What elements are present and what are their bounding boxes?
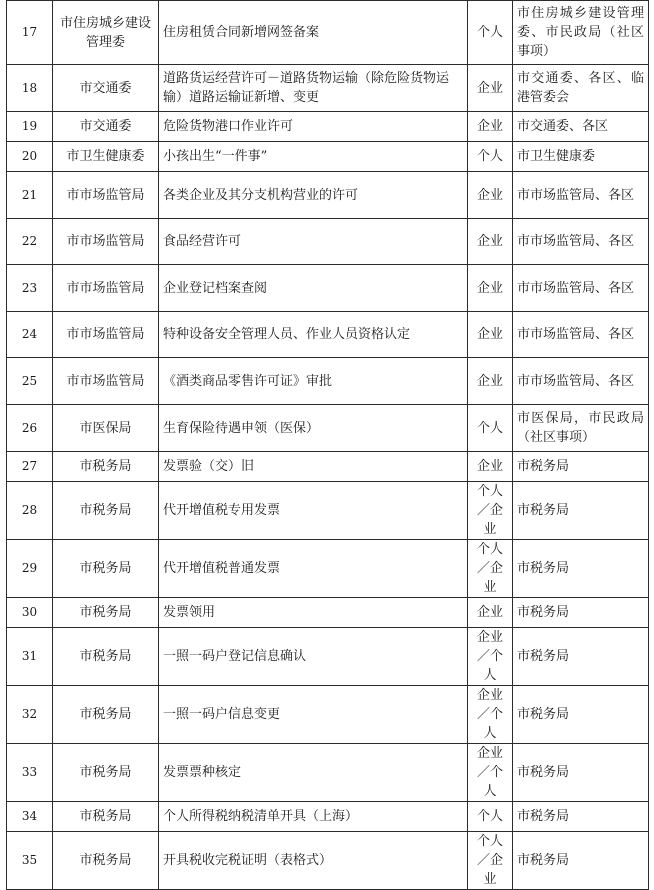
- cell-target: 企业: [468, 358, 513, 405]
- cell-service-item: 企业登记档案查阅: [159, 265, 468, 312]
- cell-service-item: 发票票种核定: [159, 744, 468, 802]
- cell-number: 17: [7, 1, 53, 65]
- cell-department: 市市场监管局: [53, 312, 159, 358]
- cell-handling-office: 市医保局，市民政局（社区事项）: [513, 405, 649, 452]
- cell-target: 企业: [468, 219, 513, 265]
- table-row: [7, 312, 649, 358]
- cell-department: 市税务局: [53, 686, 159, 744]
- cell-handling-office: 市税务局: [513, 686, 649, 744]
- cell-service-item: 一照一码户信息变更: [159, 686, 468, 744]
- cell-target: 企业: [468, 452, 513, 482]
- table-row: [7, 482, 649, 540]
- cell-target: 企业: [468, 112, 513, 142]
- cell-number: 30: [7, 598, 53, 628]
- cell-number: 27: [7, 452, 53, 482]
- table-row: [7, 452, 649, 482]
- cell-department: 市医保局: [53, 405, 159, 452]
- cell-service-item: 生育保险待遇申领（医保）: [159, 405, 468, 452]
- cell-service-item: 《酒类商品零售许可证》审批: [159, 358, 468, 405]
- cell-number: 28: [7, 482, 53, 540]
- table-row: [7, 686, 649, 744]
- cell-number: 31: [7, 628, 53, 686]
- cell-department: 市税务局: [53, 540, 159, 598]
- cell-target: 企业: [468, 598, 513, 628]
- cell-handling-office: 市市场监管局、各区: [513, 265, 649, 312]
- cell-service-item: 一照一码户登记信息确认: [159, 628, 468, 686]
- cell-department: 市税务局: [53, 598, 159, 628]
- cell-service-item: 个人所得税纳税清单开具（上海）: [159, 802, 468, 832]
- cell-target: 企业／个人: [468, 686, 513, 744]
- cell-handling-office: 市税务局: [513, 628, 649, 686]
- cell-service-item: 各类企业及其分支机构营业的许可: [159, 172, 468, 219]
- table-row: [7, 832, 649, 890]
- table-row: [7, 540, 649, 598]
- cell-service-item: 道路货运经营许可－道路货物运输（除危险货物运输）道路运输证新增、变更: [159, 65, 468, 112]
- table-row: [7, 598, 649, 628]
- cell-target: 个人／企业: [468, 540, 513, 598]
- cell-handling-office: 市交通委、各区、临港管委会: [513, 65, 649, 112]
- cell-service-item: 代开增值税专用发票: [159, 482, 468, 540]
- cell-service-item: 开具税收完税证明（表格式）: [159, 832, 468, 890]
- cell-department: 市市场监管局: [53, 358, 159, 405]
- cell-service-item: 发票验（交）旧: [159, 452, 468, 482]
- cell-number: 19: [7, 112, 53, 142]
- cell-department: 市住房城乡建设管理委: [53, 1, 159, 65]
- cell-handling-office: 市交通委、各区: [513, 112, 649, 142]
- cell-department: 市交通委: [53, 112, 159, 142]
- table-row: [7, 219, 649, 265]
- cell-handling-office: 市市场监管局、各区: [513, 312, 649, 358]
- cell-handling-office: 市市场监管局、各区: [513, 358, 649, 405]
- cell-handling-office: 市税务局: [513, 482, 649, 540]
- cell-handling-office: 市税务局: [513, 452, 649, 482]
- cell-number: 35: [7, 832, 53, 890]
- cell-target: 个人: [468, 405, 513, 452]
- table-row: [7, 112, 649, 142]
- cell-number: 29: [7, 540, 53, 598]
- cell-number: 33: [7, 744, 53, 802]
- cell-service-item: 特种设备安全管理人员、作业人员资格认定: [159, 312, 468, 358]
- cell-target: 个人／企业: [468, 482, 513, 540]
- cell-target: 企业: [468, 265, 513, 312]
- cell-department: 市市场监管局: [53, 172, 159, 219]
- cell-target: 企业: [468, 65, 513, 112]
- cell-department: 市税务局: [53, 452, 159, 482]
- table-row: [7, 172, 649, 219]
- cell-handling-office: 市市场监管局、各区: [513, 172, 649, 219]
- cell-department: 市税务局: [53, 482, 159, 540]
- table-row: [7, 744, 649, 802]
- table-row: [7, 628, 649, 686]
- cell-target: 企业: [468, 172, 513, 219]
- table-body: [7, 1, 649, 890]
- cell-number: 24: [7, 312, 53, 358]
- table-row: [7, 265, 649, 312]
- cell-department: 市税务局: [53, 628, 159, 686]
- cell-handling-office: 市税务局: [513, 540, 649, 598]
- cell-handling-office: 市税务局: [513, 598, 649, 628]
- cell-handling-office: 市税务局: [513, 744, 649, 802]
- table-row: [7, 802, 649, 832]
- cell-service-item: 代开增值税普通发票: [159, 540, 468, 598]
- cell-handling-office: 市卫生健康委: [513, 142, 649, 172]
- cell-service-item: 发票领用: [159, 598, 468, 628]
- cell-department: 市市场监管局: [53, 265, 159, 312]
- cell-number: 23: [7, 265, 53, 312]
- cell-number: 21: [7, 172, 53, 219]
- cell-department: 市卫生健康委: [53, 142, 159, 172]
- cell-handling-office: 市住房城乡建设管理委、市民政局（社区事项）: [513, 1, 649, 65]
- cell-service-item: 住房租赁合同新增网签备案: [159, 1, 468, 65]
- table-row: [7, 1, 649, 65]
- table-row: [7, 405, 649, 452]
- cell-department: 市税务局: [53, 802, 159, 832]
- cell-target: 企业／个人: [468, 744, 513, 802]
- table-row: [7, 142, 649, 172]
- cell-target: 个人: [468, 1, 513, 65]
- cell-number: 34: [7, 802, 53, 832]
- cell-target: 个人: [468, 802, 513, 832]
- cell-target: 个人／企业: [468, 832, 513, 890]
- cell-department: 市税务局: [53, 832, 159, 890]
- cell-department: 市税务局: [53, 744, 159, 802]
- cell-service-item: 小孩出生“一件事”: [159, 142, 468, 172]
- cell-number: 26: [7, 405, 53, 452]
- cell-service-item: 食品经营许可: [159, 219, 468, 265]
- cell-target: 企业: [468, 312, 513, 358]
- cell-department: 市交通委: [53, 65, 159, 112]
- cell-number: 25: [7, 358, 53, 405]
- cell-department: 市市场监管局: [53, 219, 159, 265]
- cell-number: 22: [7, 219, 53, 265]
- cell-handling-office: 市市场监管局、各区: [513, 219, 649, 265]
- cell-handling-office: 市税务局: [513, 832, 649, 890]
- table-row: [7, 358, 649, 405]
- cell-number: 20: [7, 142, 53, 172]
- cell-number: 32: [7, 686, 53, 744]
- table-row: [7, 65, 649, 112]
- cell-handling-office: 市税务局: [513, 802, 649, 832]
- service-table: [6, 0, 649, 890]
- cell-target: 个人: [468, 142, 513, 172]
- cell-number: 18: [7, 65, 53, 112]
- cell-service-item: 危险货物港口作业许可: [159, 112, 468, 142]
- cell-target: 企业／个人: [468, 628, 513, 686]
